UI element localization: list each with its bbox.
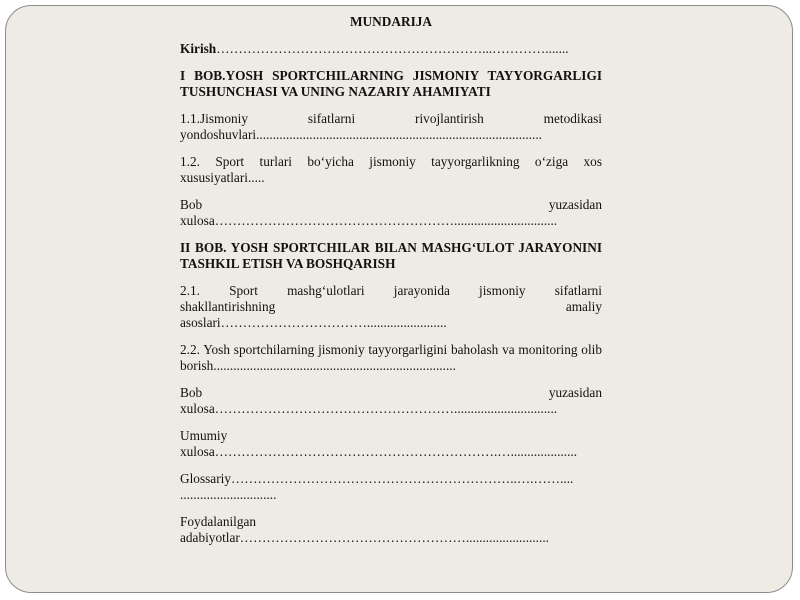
toc-section-1-2: 1.2. Sport turlari bo‘yicha jismoniy tayyorgarlikning o‘ziga xos xususiyatlari.....	[180, 154, 602, 185]
toc-entry-kirish	[180, 41, 602, 57]
toc-entry-kirish-label: Kirish	[180, 41, 217, 56]
toc-general-conclusion-line1: Umumiy	[180, 428, 228, 443]
toc-references-line1: Foydalanilgan	[180, 514, 257, 529]
toc-general-conclusion	[180, 428, 602, 460]
toc-chapter-1-conclusion	[180, 197, 602, 229]
toc-section-2-2: 2.2. Yosh sportchilarning jismoniy tayyorgarligini baholash va monitoring olib borish.........................................................................	[180, 342, 602, 373]
toc-section-2-1-line2: shakllantirishning amaliy	[180, 299, 602, 314]
toc-glossary-line2: .............................	[180, 487, 277, 502]
toc-chapter-2: II BOB. YOSH SPORTCHILAR BILAN MASHG‘ULOT JARAYONINI TASHKIL ETISH VA BOSHQARISH	[180, 240, 602, 271]
toc-chapter-1-conclusion-line1: Bob yuzasidan	[180, 197, 602, 212]
toc-section-1-1: 1.1.Jismoniy sifatlarni rivojlantirish metodikasi yondoshuvlari......................................................................................	[180, 111, 602, 142]
toc-general-conclusion-line2: xulosa……………………………………………………….…....................	[180, 444, 578, 459]
toc-references-line2: adabiyotlar…………………………………………….........................	[180, 530, 549, 545]
toc-chapter-2-conclusion	[180, 385, 602, 417]
toc-chapter-2-conclusion-line2: xulosa………………………………………………...............................	[180, 401, 558, 416]
table-of-contents	[180, 14, 602, 557]
toc-section-2-1-line3: asoslari……………………………........................	[180, 315, 447, 330]
toc-glossary	[180, 471, 602, 503]
toc-chapter-1: I BOB.YOSH SPORTCHILARNING JISMONIY TAYYORGARLIGI TUSHUNCHASI VA UNING NAZARIY AHAMIYATI	[180, 68, 602, 99]
toc-chapter-2-conclusion-line1: Bob yuzasidan	[180, 385, 602, 400]
toc-title: MUNDARIJA	[350, 14, 432, 29]
toc-chapter-1-conclusion-line2: xulosa………………………………………………...............................	[180, 213, 558, 228]
toc-glossary-line1: Glossariy………………………………………………………..….……....	[180, 471, 574, 486]
toc-section-2-1	[180, 283, 602, 331]
toc-references	[180, 514, 602, 546]
toc-section-2-1-line1: 2.1. Sport mashg‘ulotlari jarayonida jismoniy sifatlarni	[180, 283, 602, 298]
toc-entry-kirish-leader: ……………………………………………………...………….......	[216, 41, 569, 56]
